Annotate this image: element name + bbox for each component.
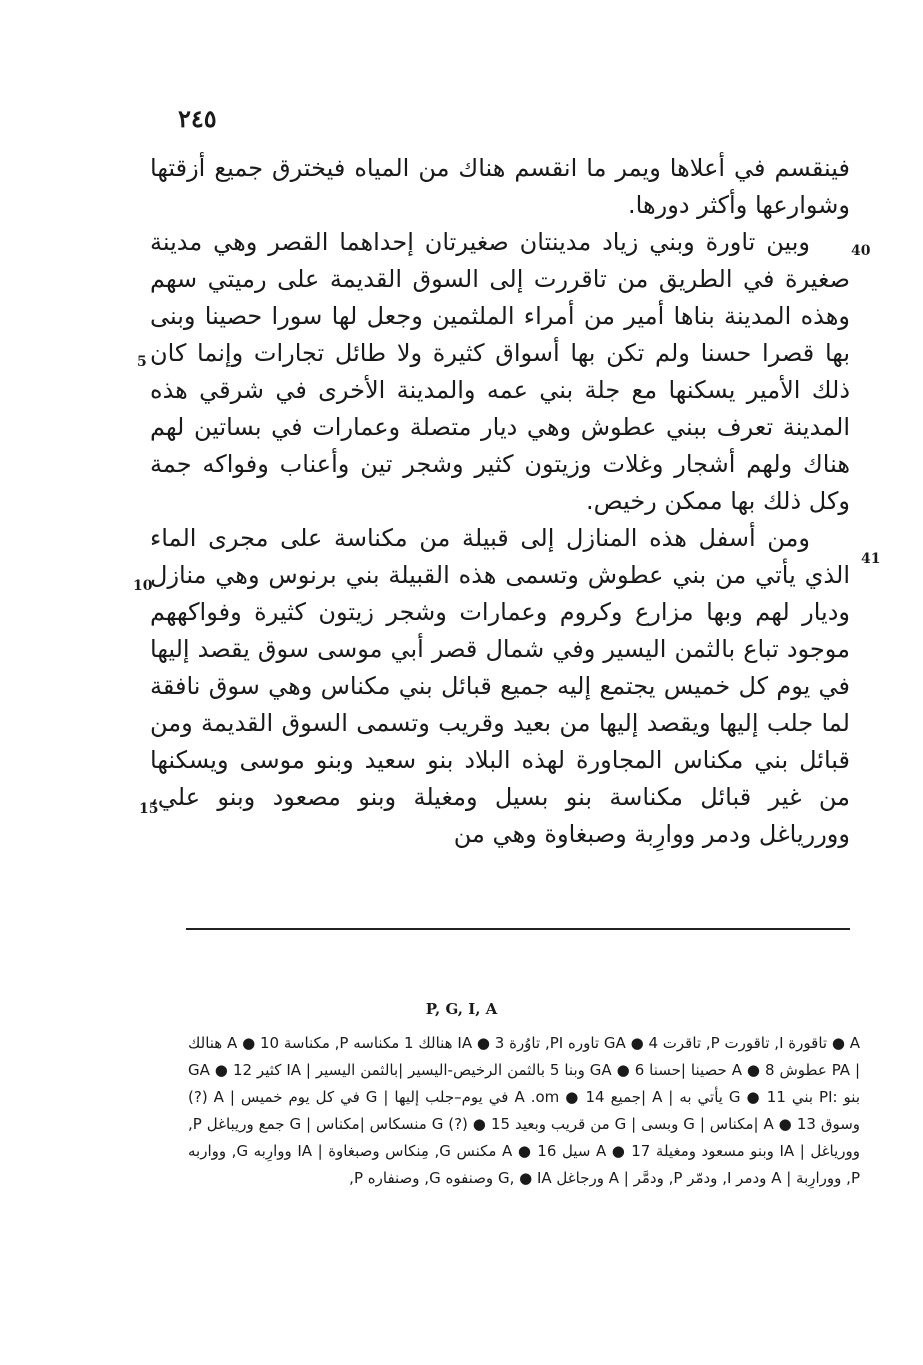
critical-apparatus: A ● تاقورة I, تاقورت P, تاقرت 4 ● GA تاوره PI, تاوُرة 3 ● IA هنالك 1 مكناسه P, مكناسة 10 ● A هنالك | PA عطوش 8 ● A حصينا |حسنا 6 ● GA وبنا 5 بالثمن الرخيص-اليسير |بالثمن اليسير | IA كثير 12 ● GA بنو :PI بني 11 ● G يأتي به | A |جميع 14 ● A .om في يوم–جلب إليها | G في كل يوم خميس | A (?) وسوق 13 ● A |مكناس | G وبسى | G من قريب وبعيد 15 ● (?) G منسكاس |مكناس | G جمع وريباغل P, وورياغل | IA وبنو مسعود ومغيلة 17 ● A سيل 16 ● A مكنس G, مِنكاس وصبغاوة | IA ووارِبه G, وواربه P, وورارِبة | A ودمر I, ودمّر P, ودمَّر | A ورجاغل G, ● IA وصنفوه G, وصنفاره P,	[188, 1034, 861, 1187]
paragraph-40: وبين تاورة وبني زياد مدينتان صغيرتان إحداهما القصر وهي مدينة صغيرة في الطريق من تاقررت إلى السوق القديمة على رميتي سهم وهذه المدينة بناها أمير من أمراء الملثمين وجعل لها سورا حصينا وبنى بها قصرا حسنا ولم تكن بها أسواق كثيرة ولا طائل تجارات وإنما كان ذلك الأمير يسكنها مع جلة بني عمه والمدينة الأخرى في شرقي هذه المدينة تعرف ببني عطوش وهي ديار متصلة وعمارات في بساتين لهم هناك ولهم أشجار وغلات وزيتون كثير وشجر تين وأعناب وفواكه جمة وكل ذلك بها ممكن رخيص.	[150, 228, 850, 515]
line-number-10: 10	[133, 578, 153, 594]
section-number-40: 40	[851, 243, 871, 259]
main-text	[150, 150, 850, 853]
line-number-5: 5	[137, 354, 147, 370]
page-number: ٢٤٥	[178, 104, 217, 133]
manuscript-sigla: P, G, I, A	[425, 1000, 498, 1018]
line-number-15: 15	[139, 801, 159, 817]
section-number-41: 41	[861, 551, 881, 567]
paragraph-41: ومن أسفل هذه المنازل إلى قبيلة من مكناسة على مجرى الماء الذي يأتي من بني عطوش وتسمى هذه القبيلة بني برنوس وهي منازل وديار لهم وبها مزارع وكروم وعمارات وشجر زيتون كثيرة وفواكههم موجود تباع بالثمن اليسير وفي شمال قصر أبي موسى سوق يقصد إليها في يوم كل خميس يجتمع إليه جميع قبائل بني مكناس وهي سوق نافقة لما جلب إليها ويقصد إليها من بعيد وقريب وتسمى السوق القديمة ومن قبائل بني مكناس المجاورة لهذه البلاد بنو سعيد وبنو موسى ويسكنها من غير قبائل مكناسة بنو بسيل ومغيلة وبنو مصعود وبنو علي، ووررياغل ودمر ووارِبة وصبغاوة وهي من	[150, 524, 850, 848]
footnote-rule	[186, 928, 850, 930]
opening-paragraph: فينقسم في أعلاها ويمر ما انقسم هناك من المياه فيخترق جميع أزقتها وشوارعها وأكثر دورها.	[150, 154, 850, 219]
